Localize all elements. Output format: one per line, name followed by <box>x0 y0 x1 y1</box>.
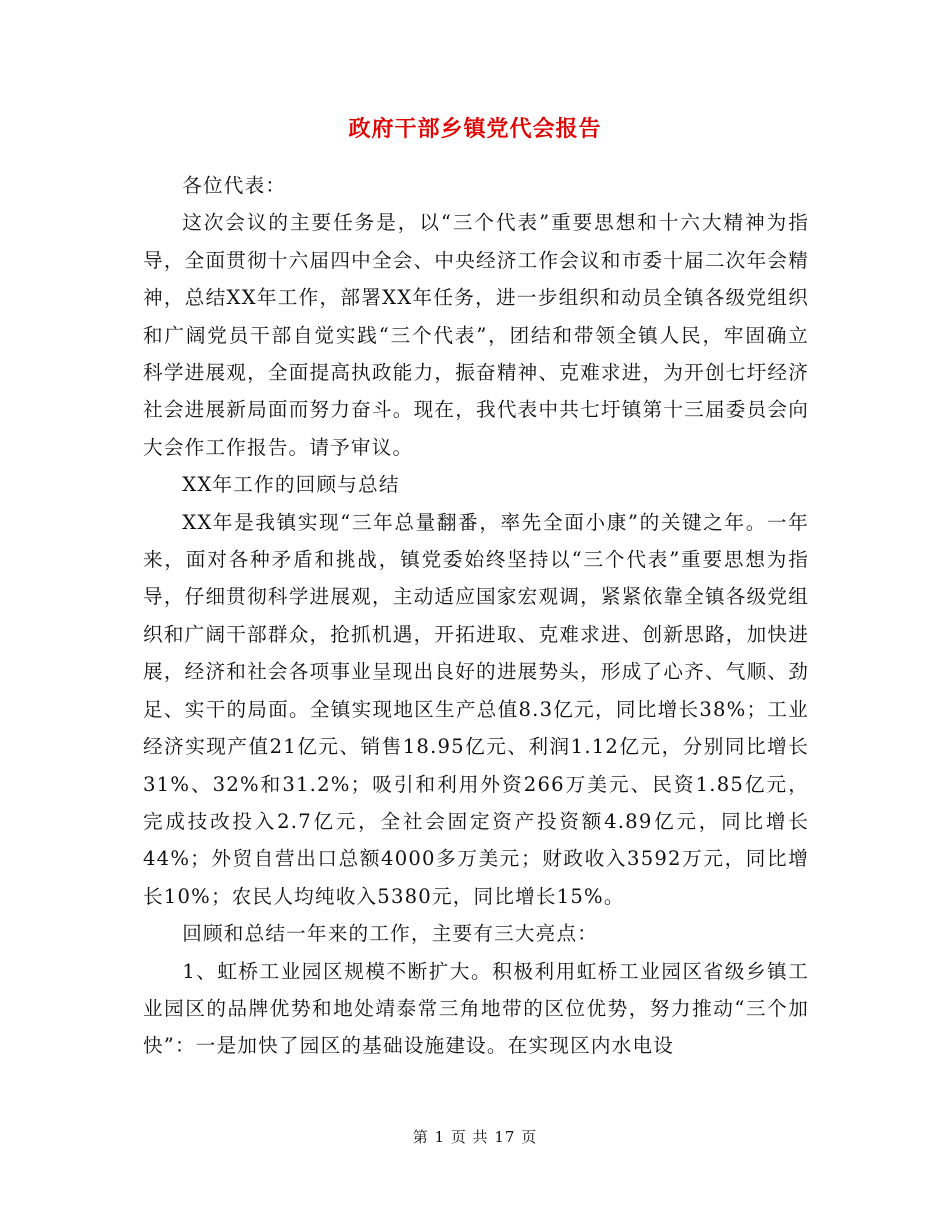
page-footer: 第 1 页 共 17 页 <box>412 1128 538 1146</box>
paragraph-salutation: 各位代表： <box>182 174 287 197</box>
document-body <box>143 167 809 1065</box>
paragraph-intro: 这次会议的主要任务是，以“三个代表”重要思想和十六大精神为指导，全面贯彻十六届四中全会、中央经济工作会议和市委十届二次年会精神，总结XX年工作，部署XX年任务，进一步组织和动员全镇各级党组织和广阔党员干部自觉实践“三个代表”，团结和带领全镇人民，牢固确立科学进展观，全面提高执政能力，振奋精神、克难求进，为开创七圩经济社会进展新局面而努力奋斗。现在，我代表中共七圩镇第十三届委员会向大会作工作报告。请予审议。 <box>143 211 809 459</box>
paragraph-summary: XX年是我镇实现“三年总量翻番，率先全面小康”的关键之年。一年来，面对各种矛盾和挑战，镇党委始终坚持以“三个代表”重要思想为指导，仔细贯彻科学进展观，主动适应国家宏观调，紧紧依靠全镇各级党组织和广阔干部群众，抢抓机遇，开拓进取、克难求进、创新思路，加快进展，经济和社会各项事业呈现出良好的进展势头，形成了心齐、气顺、劲足、实干的局面。全镇实现地区生产总值8.3亿元，同比增长38%；工业经济实现产值21亿元、销售18.95亿元、利润1.12亿元，分别同比增长31%、32%和31.2%；吸引和利用外资266万美元、民资1.85亿元，完成技改投入2.7亿元，全社会固定资产投资额4.89亿元，同比增长44%；外贸自营出口总额4000多万美元；财政收入3592万元，同比增长10%；农民人均纯收入5380元，同比增长15%。 <box>143 510 809 908</box>
paragraph-highlight-1: 1、虹桥工业园区规模不断扩大。积极利用虹桥工业园区省级乡镇工业园区的品牌优势和地处靖泰常三角地带的区位优势，努力推动“三个加快”：一是加快了园区的基础设施建设。在实现区内水电设 <box>143 959 809 1058</box>
paragraph-highlights-intro: 回顾和总结一年来的工作，主要有三大亮点： <box>182 922 599 946</box>
section-heading: XX年工作的回顾与总结 <box>182 473 400 497</box>
document-title: 政府干部乡镇党代会报告 <box>348 116 602 142</box>
